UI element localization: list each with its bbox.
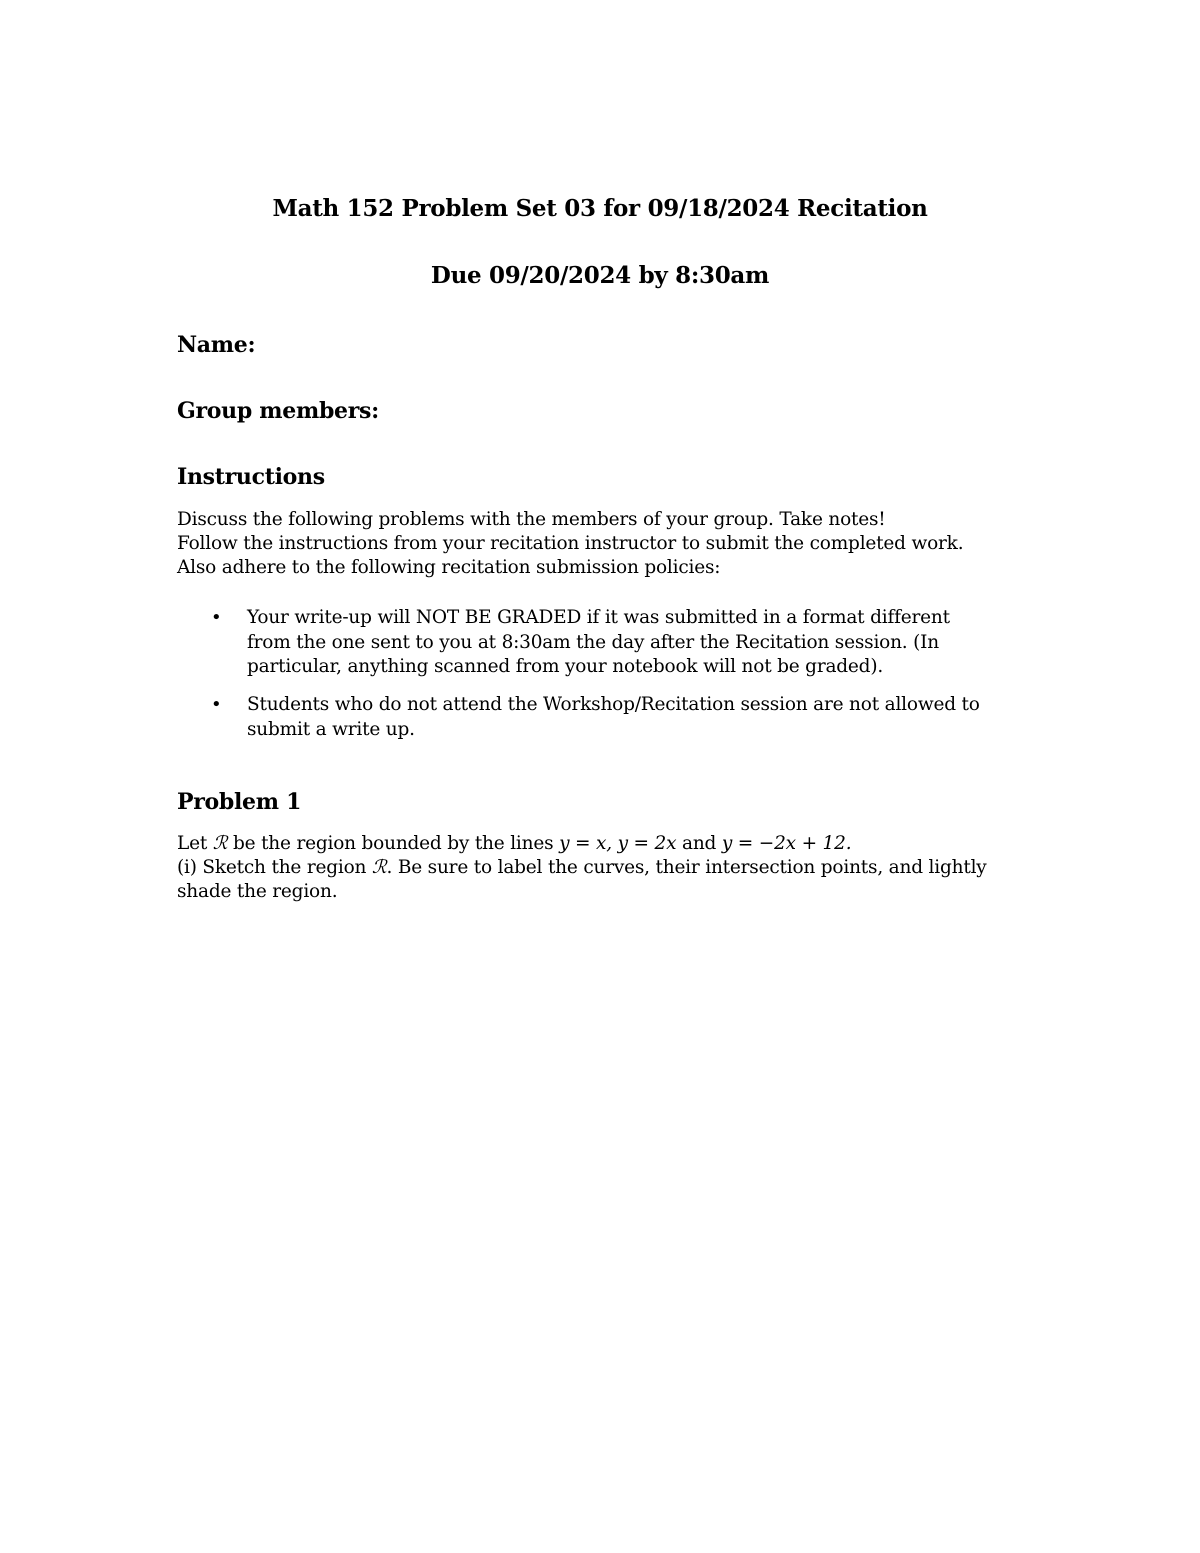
policy-line: particular, anything scanned from your notebook will not be graded).	[247, 656, 884, 677]
problem-1-text	[177, 832, 1017, 904]
problem-text: . Be sure to label the curves, their intersection points, and lightly	[386, 857, 987, 878]
name-label: Name:	[177, 332, 256, 358]
policy-line: Students who do not attend the Workshop/Recitation session are not allowed to	[247, 694, 980, 715]
instructions-line: Follow the instructions from your recitation instructor to submit the completed work.	[177, 533, 964, 554]
bullet-icon: •	[211, 694, 222, 715]
policy-list	[177, 606, 1027, 680]
instructions-paragraph	[177, 508, 1017, 580]
equation: y = x, y = 2x	[559, 833, 677, 854]
due-date: Due 09/20/2024 by 8:30am	[430, 262, 770, 289]
problem-text: and	[676, 833, 722, 854]
problem-1-heading: Problem 1	[177, 789, 302, 815]
policy-item	[177, 606, 1027, 680]
region-symbol: ℛ	[371, 857, 387, 878]
policy-line: from the one sent to you at 8:30am the day after the Recitation session. (In	[247, 631, 940, 653]
group-members-label: Group members:	[177, 398, 379, 424]
problem-text: Let	[177, 833, 213, 854]
policy-line: submit a write up.	[247, 718, 415, 740]
problem-text: be the region bounded by the lines	[227, 833, 560, 854]
instructions-line: Discuss the following problems with the members of your group. Take notes!	[177, 509, 886, 530]
policy-line: Your write-up will NOT BE GRADED if it was submitted in a format different	[247, 607, 950, 628]
equation: y = −2x + 12.	[721, 833, 852, 854]
problem-1-line	[177, 856, 1017, 880]
instructions-heading: Instructions	[177, 464, 325, 490]
region-symbol: ℛ	[212, 833, 228, 854]
policy-list	[177, 693, 1027, 742]
problem-1-line	[177, 832, 1017, 856]
problem-1-line: shade the region.	[177, 881, 338, 902]
instructions-line: Also adhere to the following recitation submission policies:	[177, 557, 721, 578]
document-title: Math 152 Problem Set 03 for 09/18/2024 Recitation	[272, 195, 928, 222]
problem-text: (i) Sketch the region	[177, 857, 372, 878]
bullet-icon: •	[211, 607, 222, 628]
policy-item	[177, 693, 1027, 742]
